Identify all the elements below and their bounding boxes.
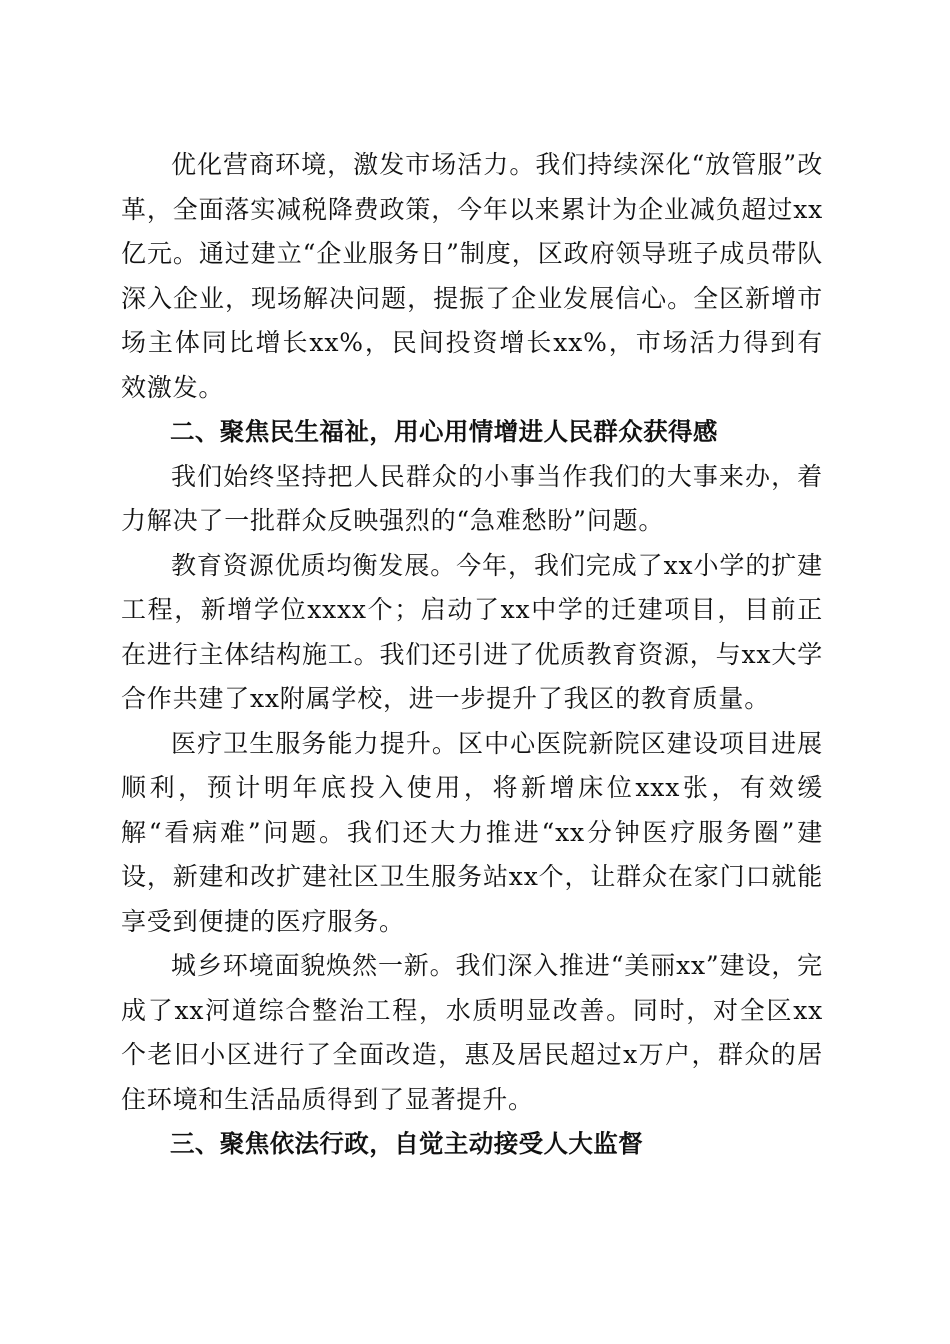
paragraph-business-environment: 优化营商环境，激发市场活力。我们持续深化“放管服”改革，全面落实减税降费政策，今年以来累计为企业减负超过xx亿元。通过建立“企业服务日”制度，区政府领导班子成员带队深入企业，现场解决问题，提振了企业发展信心。全区新增市场主体同比增长xx%，民间投资增长xx%，市场活力得到有效激发。 <box>121 150 823 402</box>
paragraph-environment: 城乡环境面貌焕然一新。我们深入推进“美丽xx”建设，完成了xx河道综合整治工程，水质明显改善。同时，对全区xx个老旧小区进行了全面改造，惠及居民超过x万户，群众的居住环境和生活品质得到了显著提升。 <box>121 951 823 1114</box>
paragraph-healthcare: 医疗卫生服务能力提升。区中心医院新院区建设项目进展顺利，预计明年底投入使用，将新增床位xxx张，有效缓解“看病难”问题。我们还大力推进“xx分钟医疗服务圈”建设，新建和改扩建社区卫生服务站xx个，让群众在家门口就能享受到便捷的医疗服务。 <box>121 728 823 936</box>
paragraph-education: 教育资源优质均衡发展。今年，我们完成了xx小学的扩建工程，新增学位xxxx个；启动了xx中学的迁建项目，目前正在进行主体结构施工。我们还引进了优质教育资源，与xx大学合作共建了xx附属学校，进一步提升了我区的教育质量。 <box>121 550 823 713</box>
section-heading-2: 二、聚焦民生福祉，用心用情增进人民群众获得感 <box>170 417 718 446</box>
document-body <box>121 143 823 1167</box>
paragraph-livelihood-intro: 我们始终坚持把人民群众的小事当作我们的大事来办，着力解决了一批群众反映强烈的“急难愁盼”问题。 <box>121 461 823 535</box>
section-heading-3: 三、聚焦依法行政，自觉主动接受人大监督 <box>170 1129 644 1158</box>
